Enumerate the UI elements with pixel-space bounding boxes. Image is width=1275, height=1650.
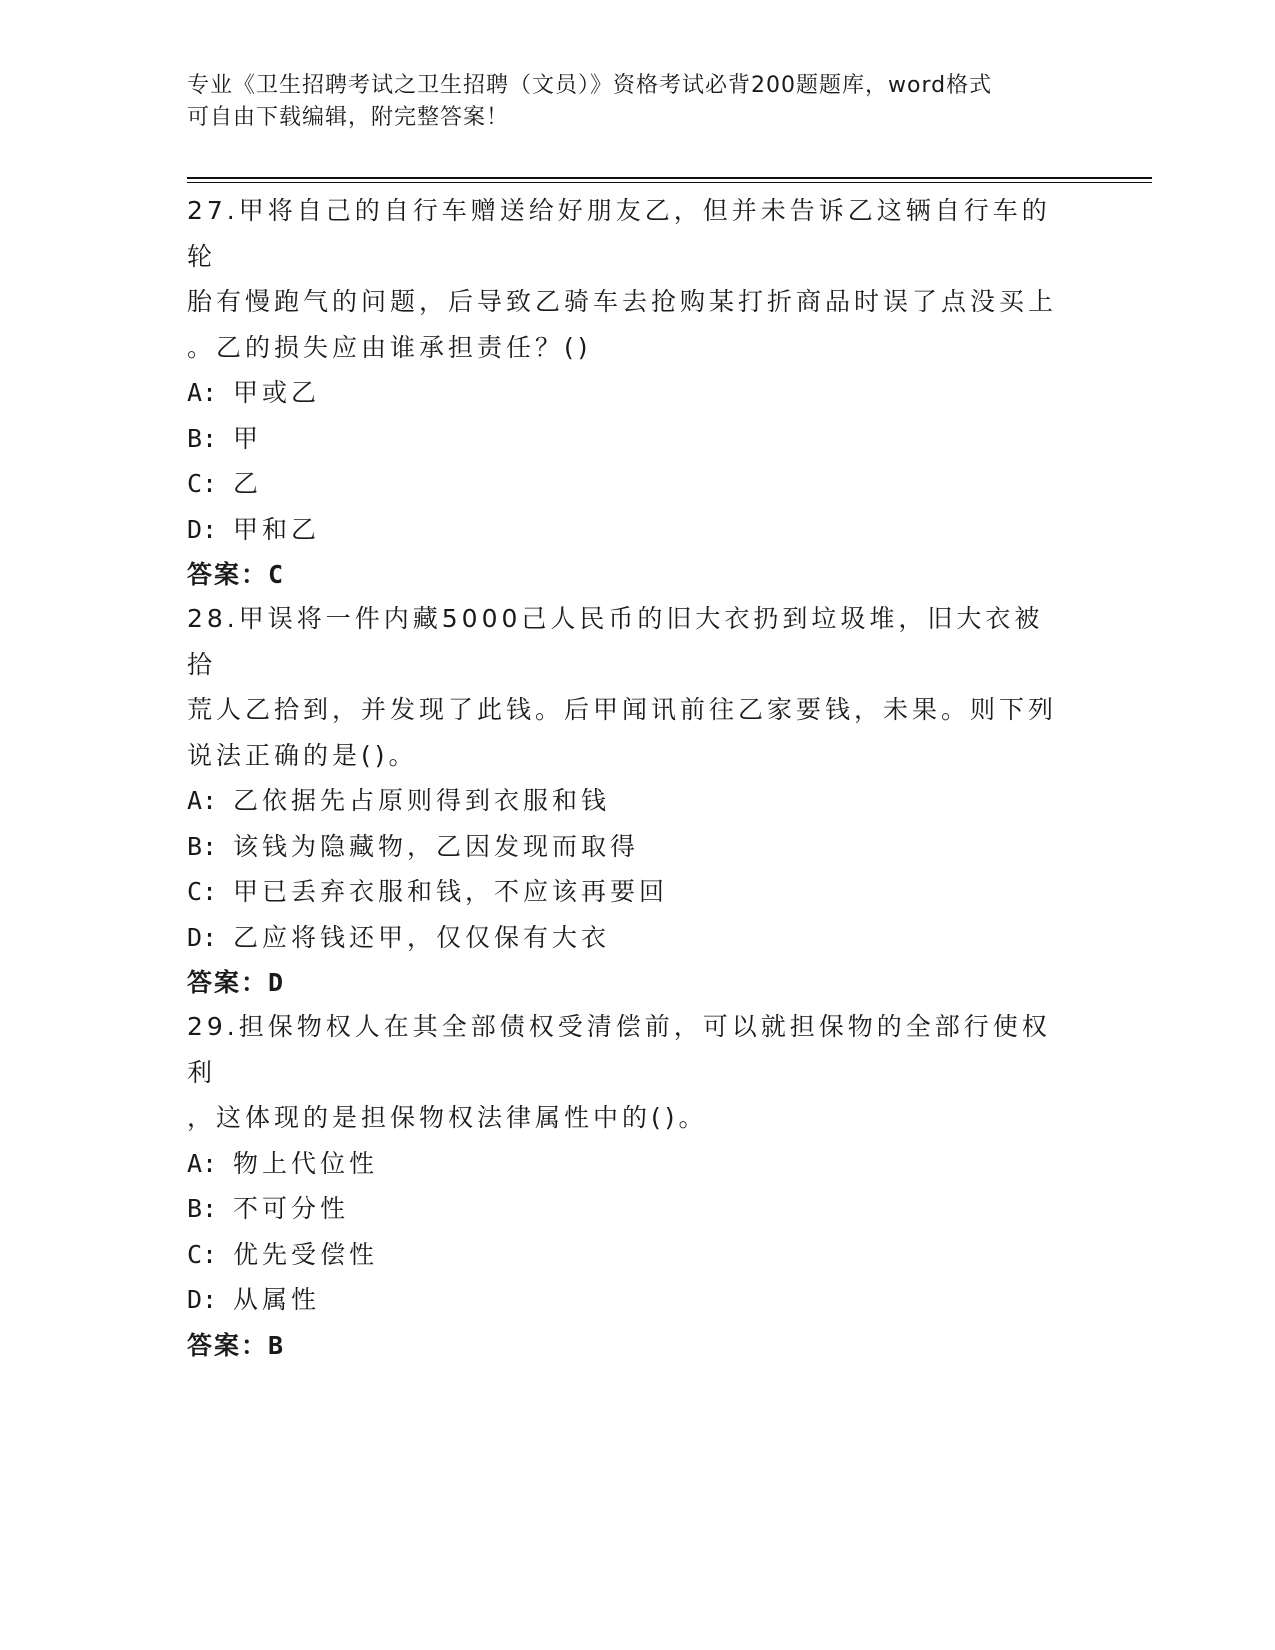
stem-line: 胎有慢跑气的问题，后导致乙骑车去抢购某打折商品时误了点没买上 (187, 287, 1058, 316)
option-letter: B: (187, 1194, 218, 1223)
question-28 (187, 596, 1067, 1006)
question-stem (187, 188, 1067, 370)
option-text: 乙 (233, 469, 263, 498)
option-d (187, 1277, 1067, 1323)
stem-line: 28.甲误将一件内藏5000己人民币的旧大衣扔到垃圾堆，旧大衣被拾 (187, 604, 1044, 679)
answer-line (187, 960, 1067, 1006)
option-letter: D: (187, 922, 218, 952)
option-a (187, 778, 1067, 824)
option-b (187, 1186, 1067, 1232)
option-d (187, 507, 1067, 553)
option-b (187, 416, 1067, 462)
option-b (187, 824, 1067, 870)
stem-line: 说法正确的是()。 (187, 740, 418, 770)
option-letter: A: (187, 786, 218, 815)
option-letter: C: (187, 1239, 218, 1269)
question-stem (187, 596, 1067, 778)
option-c (187, 1232, 1067, 1278)
stem-line: 27.甲将自己的自行车赠送给好朋友乙，但并未告诉乙这辆自行车的轮 (187, 196, 1051, 271)
header-line-1: 专业《卫生招聘考试之卫生招聘（文员）》资格考试必背200题题库，word格式 (187, 73, 993, 98)
question-stem (187, 1004, 1067, 1141)
header-line-2: 可自由下载编辑，附完整答案！ (187, 105, 510, 130)
option-c (187, 869, 1067, 915)
answer-value: C (268, 560, 286, 589)
option-text: 不可分性 (233, 1194, 350, 1223)
answer-value: D (268, 968, 286, 997)
option-letter: C: (187, 469, 218, 498)
option-letter: B: (187, 423, 218, 453)
answer-label: 答案： (187, 1330, 269, 1360)
option-text: 甲已丢弃衣服和钱，不应该再要回 (233, 877, 669, 906)
option-text: 甲 (233, 423, 263, 453)
header-divider-thin (187, 182, 1152, 183)
option-text: 物上代位性 (233, 1148, 379, 1178)
option-a (187, 1141, 1067, 1187)
answer-line (187, 552, 1067, 598)
question-29 (187, 1004, 1067, 1368)
answer-label: 答案： (187, 968, 269, 997)
option-letter: B: (187, 831, 218, 861)
option-letter: A: (187, 1148, 218, 1178)
header-divider-thick (187, 177, 1152, 179)
answer-line (187, 1323, 1067, 1369)
option-a (187, 370, 1067, 416)
question-27 (187, 188, 1067, 598)
option-text: 从属性 (233, 1285, 321, 1314)
option-text: 优先受偿性 (233, 1239, 379, 1269)
answer-label: 答案： (187, 560, 269, 589)
answer-value: B (268, 1330, 286, 1360)
stem-line: ，这体现的是担保物权法律属性中的()。 (187, 1103, 708, 1132)
option-text: 该钱为隐藏物，乙因发现而取得 (233, 831, 640, 861)
document-header (187, 70, 1067, 134)
option-text: 甲或乙 (233, 378, 321, 407)
option-letter: C: (187, 877, 218, 906)
option-letter: D: (187, 1285, 218, 1314)
option-text: 乙应将钱还甲，仅仅保有大衣 (233, 922, 611, 952)
option-d (187, 915, 1067, 961)
option-text: 乙依据先占原则得到衣服和钱 (233, 786, 611, 815)
option-letter: D: (187, 514, 218, 544)
option-text: 甲和乙 (233, 514, 321, 544)
stem-line: 29.担保物权人在其全部债权受清偿前，可以就担保物的全部行使权利 (187, 1012, 1051, 1087)
option-c (187, 461, 1067, 507)
stem-line: 荒人乙拾到，并发现了此钱。后甲闻讯前往乙家要钱，未果。则下列 (187, 695, 1058, 724)
option-letter: A: (187, 378, 218, 407)
stem-line: 。乙的损失应由谁承担责任？() (187, 332, 592, 362)
